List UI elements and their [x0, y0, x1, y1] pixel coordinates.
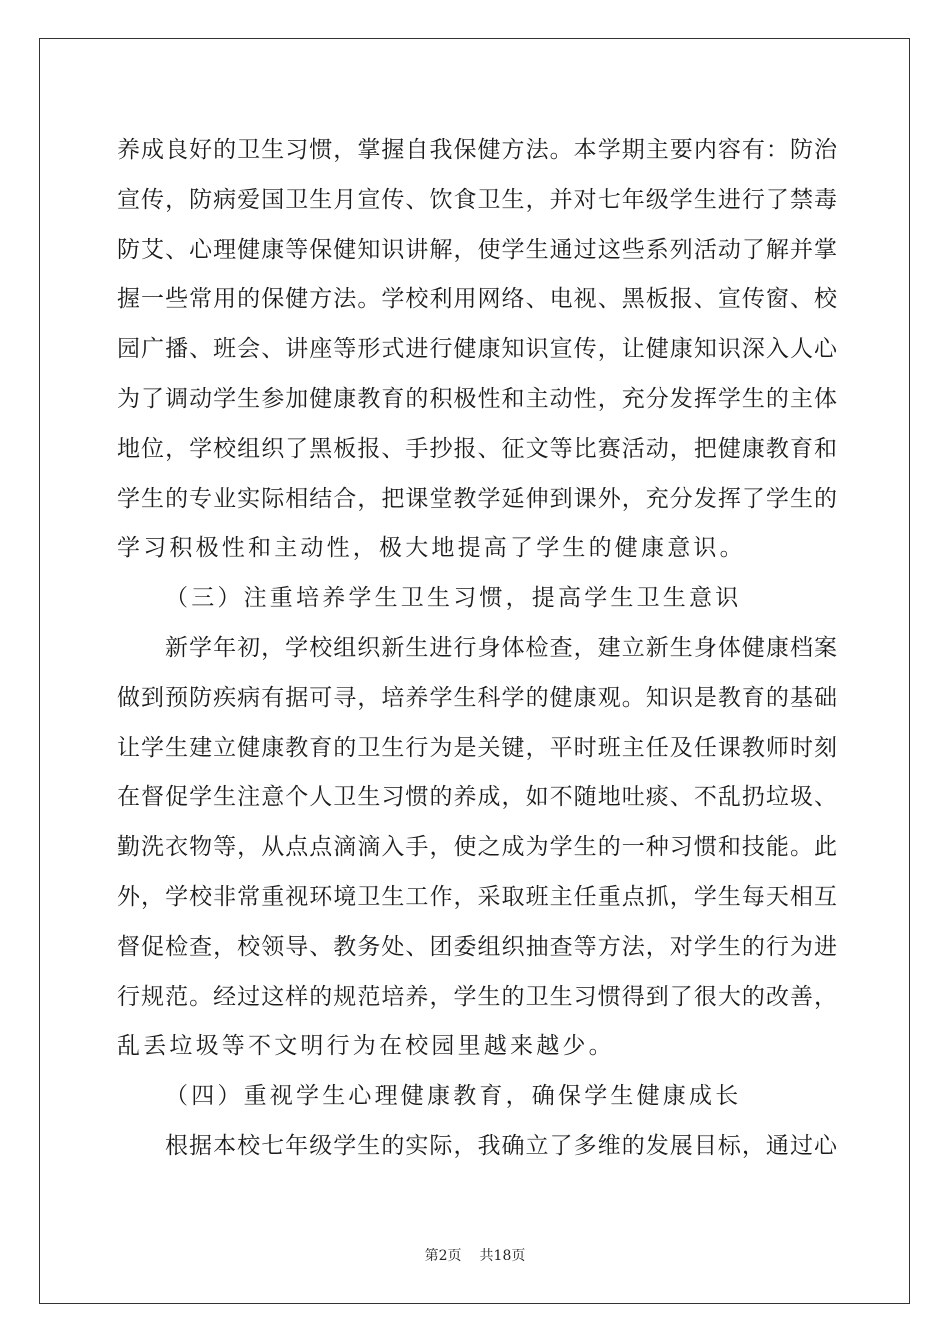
text-line: 养成良好的卫生习惯，掌握自我保健方法。本学期主要内容有：防治: [117, 137, 839, 163]
text-line: 宣传，防病爱国卫生月宣传、饮食卫生，并对七年级学生进行了禁毒: [117, 186, 839, 213]
document-body: [117, 126, 837, 1172]
text-line: 学习积极性和主动性，极大地提高了学生的健康意识。: [117, 535, 746, 562]
page-footer: [0, 1245, 950, 1265]
text-line: 防艾、心理健康等保健知识讲解，使学生通过这些系列活动了解并掌: [117, 236, 839, 263]
text-line: 园广播、班会、讲座等形式进行健康知识宣传，让健康知识深入人心: [117, 336, 839, 363]
text-line: 做到预防疾病有据可寻，培养学生科学的健康观。知识是教育的基础: [117, 684, 839, 711]
text-line: 学生的专业实际相结合，把课堂教学延伸到课外，充分发挥了学生的: [117, 485, 839, 512]
current-page-label: 第2页: [424, 1248, 462, 1264]
text-line: 外，学校非常重视环境卫生工作，采取班主任重点抓，学生每天相互: [117, 883, 839, 910]
text-line: 勤洗衣物等，从点点滴滴入手，使之成为学生的一种习惯和技能。此: [117, 834, 839, 861]
text-line: 在督促学生注意个人卫生习惯的养成，如不随地吐痰、不乱扔垃圾、: [117, 784, 839, 811]
paragraph-first-line: 根据本校七年级学生的实际，我确立了多维的发展目标，通过心: [165, 1132, 839, 1159]
text-line: 握一些常用的保健方法。学校利用网络、电视、黑板报、宣传窗、校: [117, 286, 839, 313]
text-line: 让学生建立健康教育的卫生行为是关键，平时班主任及任课教师时刻: [117, 734, 839, 761]
text-line: 督促检查，校领导、教务处、团委组织抽查等方法，对学生的行为进: [117, 933, 839, 960]
total-pages-label: 共18页: [479, 1248, 526, 1264]
text-line: 地位，学校组织了黑板报、手抄报、征文等比赛活动，把健康教育和: [117, 435, 839, 462]
text-line: 为了调动学生参加健康教育的积极性和主动性，充分发挥学生的主体: [117, 385, 839, 412]
text-line: 乱丢垃圾等不文明行为在校园里越来越少。: [117, 1033, 615, 1060]
text-line: 行规范。经过这样的规范培养，学生的卫生习惯得到了很大的改善，: [117, 983, 839, 1010]
paragraph-first-line: （四）重视学生心理健康教育，确保学生健康成长: [165, 1083, 742, 1110]
paragraph-first-line: 新学年初，学校组织新生进行身体检查，建立新生身体健康档案: [165, 634, 839, 661]
paragraph-first-line: （三）注重培养学生卫生习惯，提高学生卫生意识: [165, 585, 742, 612]
